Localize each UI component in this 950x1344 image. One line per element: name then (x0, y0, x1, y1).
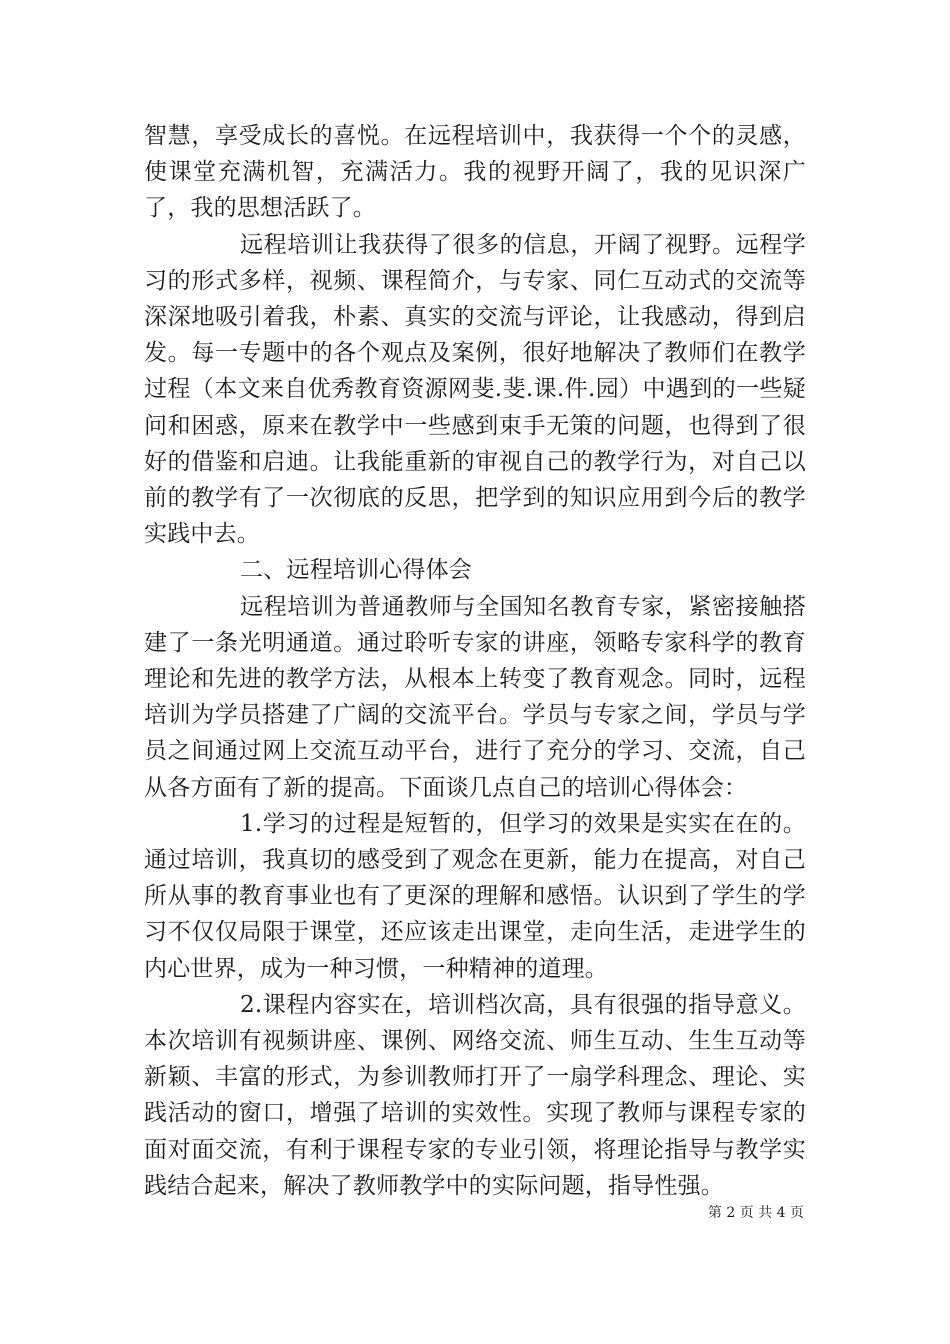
document-body (144, 118, 806, 1204)
paragraph-point-1: 1.学习的过程是短暂的，但学习的效果是实实在在的。通过培训，我真切的感受到了观念在更新，能力在提高，对自己所从事的教育事业也有了更深的理解和感悟。认识到了学生的学习不仅仅局限于课堂，还应该走出课堂，走向生活，走进学生的内心世界，成为一种习惯，一种精神的道理。 (144, 810, 806, 982)
paragraph-training-platform: 远程培训为普通教师与全国知名教育专家，紧密接触搭建了一条光明通道。通过聆听专家的讲座，领略专家科学的教育理论和先进的教学方法，从根本上转变了教育观念。同时，远程培训为学员搭建了广阔的交流平台。学员与专家之间，学员与学员之间通过网上交流互动平台，进行了充分的学习、交流，自己从各方面有了新的提高。下面谈几点自己的培训心得体会： (144, 593, 806, 801)
paragraph-point-2: 2.课程内容实在，培训档次高，具有很强的指导意义。本次培训有视频讲座、课例、网络交流、师生互动、生生互动等新颖、丰富的形式，为参训教师打开了一扇学科理念、理论、实践活动的窗口，增强了培训的实效性。实现了教师与课程专家的面对面交流，有利于课程专家的专业引领，将理论指导与教学实践结合起来，解决了教师教学中的实际问题，指导性强。 (144, 991, 806, 1199)
section-heading: 二、远程培训心得体会 (240, 557, 472, 584)
paragraph-remote-training-info: 远程培训让我获得了很多的信息，开阔了视野。远程学习的形式多样，视频、课程简介，与专家、同仁互动式的交流等深深地吸引着我，朴素、真实的交流与评论，让我感动，得到启发。每一专题中的各个观点及案例，很好地解决了教师们在教学过程（本文来自优秀教育资源网斐.斐.课.件.园）中遇到的一些疑问和困惑，原来在教学中一些感到束手无策的问题，也得到了很好的借鉴和启迪。让我能重新的审视自己的教学行为，对自己以前的教学有了一次彻底的反思，把学到的知识应用到今后的教学实践中去。 (144, 231, 806, 548)
page-number: 第 2 页 共 4 页 (707, 1205, 804, 1221)
paragraph-continuation: 智慧，享受成长的喜悦。在远程培训中，我获得一个个的灵感，使课堂充满机智，充满活力。我的视野开阔了，我的见识深广了，我的思想活跃了。 (144, 123, 806, 222)
